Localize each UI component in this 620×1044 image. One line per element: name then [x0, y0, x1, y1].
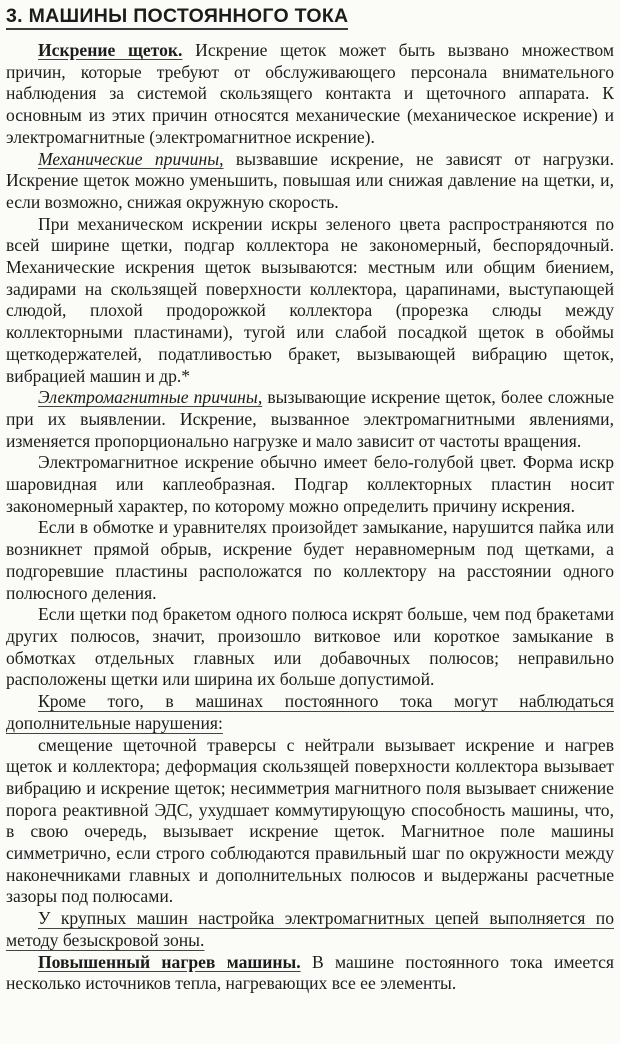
paragraph-traverse-shift: [6, 735, 614, 909]
paragraph-text: Если щетки под бракетом одного полюса искрят больше, чем под бракетами других полюсов, значит, произошло витковое или короткое замыкание в обмотках отдельных главных или добавочных полюсов; неправильно расположены щетки или ширина их больше допустимой.: [6, 604, 614, 690]
paragraph-electromagnetic-causes: [6, 387, 614, 452]
paragraph-lead-term: Повышенный нагрев машины.: [38, 951, 301, 972]
paragraph-text: В машине постоянного тока имеется несколько источников тепла, нагревающих все ее элементы.: [6, 951, 614, 994]
paragraph-pole-fault: [6, 604, 614, 691]
paragraph-electromagnetic-sparking: [6, 452, 614, 517]
paragraph-text: Кроме того, в машинах постоянного тока могут наблюдаться дополнительные нарушения:: [6, 691, 614, 733]
paragraph-text: вызвавшие искрение, не зависят от нагрузки. Искрение щеток можно уменьшить, повышая или снижая давление на щетки, и, если возможно, снижая окружную скорость.: [6, 148, 614, 212]
paragraph-text: При механическом искрении искры зеленого цвета распространяются по всей ширине щетки, подгар коллектора не закономерный, беспорядочный. Механические искрения щеток вызываются: местным или общим биением, задирами на скользящей поверхности коллектора, царапинами, выступающей слюдой, плохой продорожкой коллектора (прорезка слюды между коллекторными пластинами), тугой или слабой посадкой щеток в обоймы щеткодержателей, податливостью бракет, вызывающей вибрацию щеток, вибрацией машин и др.*: [6, 213, 614, 386]
paragraph-brush-sparking: [6, 40, 614, 149]
paragraph-lead-term: Электромагнитные причины,: [38, 387, 263, 408]
paragraph-text: Если в обмотке и уравнителях произойдет замыкание, нарушится пайка или возникнет прямой обрыв, искрение будет неравномерным под щетками, а подгоревшие пластины расположатся по коллектору на расстоянии одного полюсного деления.: [6, 517, 614, 603]
paragraph-winding-fault: [6, 517, 614, 604]
paragraph-mechanical-causes: [6, 149, 614, 214]
paragraph-text: Электромагнитное искрение обычно имеет бело-голубой цвет. Форма искр шаровидная или каплеобразная. Подгар коллекторных пластин носит закономерный характер, по которому можно определить причину искрения.: [6, 452, 614, 516]
paragraph-large-machines: [6, 908, 614, 951]
paragraph-additional-faults: [6, 691, 614, 734]
paragraph-mechanical-sparking: [6, 214, 614, 388]
paragraph-text: У крупных машин настройка электромагнитных цепей выполняется по методу безыскровой зоны.: [6, 908, 614, 950]
paragraph-text: смещение щеточной траверсы с нейтрали вызывает искрение и нагрев щеток и коллектора; деформация скользящей поверхности коллектора вызывает вибрацию и искрение щеток; несимметрия магнитного поля вызывает снижение порога реактивной ЭДС, ухудшает коммутирующую способность машины, что, в свою очередь, вызывает искрение щеток. Магнитное поле машины симметрично, если строго соблюдаются правильный шаг по окружности между наконечниками главных и дополнительных полюсов и выдержаны расчетные зазоры под полюсами.: [6, 734, 614, 907]
paragraph-lead-term: Искрение щеток.: [38, 40, 183, 60]
paragraph-text: Искрение щеток может быть вызвано множеством причин, которые требуют от обслуживающего персонала внимательного наблюдения за системой скользящего контакта и щеточного аппарата. К основным из этих причин относятся механические (механическое искрение) и электромагнитные (электромагнитное искрение).: [6, 40, 614, 147]
paragraph-text: вызывающие искрение щеток, более сложные при их выявлении. Искрение, вызванное электромагнитными явлениями, изменяется пропорционально нагрузке и мало зависит от частоты вращения.: [6, 387, 614, 451]
section-heading: 3. МАШИНЫ ПОСТОЯННОГО ТОКА: [6, 4, 348, 30]
paragraph-overheating: [6, 952, 614, 995]
paragraph-lead-term: Механические причины,: [38, 148, 224, 169]
